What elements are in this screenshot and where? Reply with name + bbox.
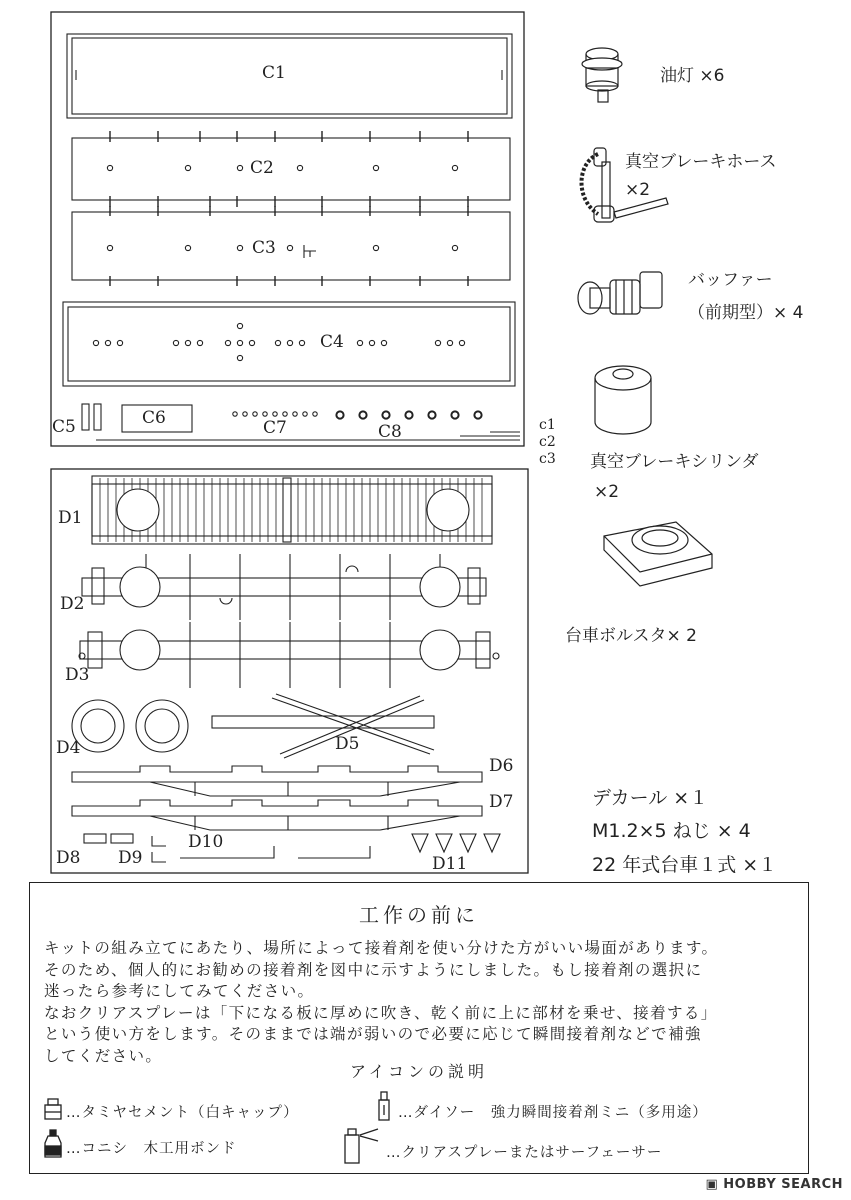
label-c8: C8 [378,422,402,442]
part-d8-blocks [84,834,133,843]
part-brake-cylinder-qty: ×2 [594,482,620,502]
part-c-rods [96,432,520,440]
label-d8: D8 [56,848,81,868]
part-buffer-label: バッファー [688,270,773,290]
label-c1-small: c1 [539,417,556,433]
legend-spray: …クリアスプレーまたはサーフェーサー [386,1145,663,1161]
wood-glue-icon [42,1129,64,1159]
icons-heading: アイコンの説明 [350,1062,488,1081]
part-d2-frame [82,554,486,620]
label-c5: C5 [52,417,76,437]
label-d2: D2 [60,594,85,614]
note-line: そのため、個人的にお勧めの接着剤を図中に示すようにしました。もし接着剤の選択に [44,960,703,979]
part-d1-floor [92,476,492,544]
note-line: なおクリアスプレーは「下になる板に厚めに吹き、乾く前に上に部材を乗せ、接着する」 [44,1003,718,1022]
label-d1: D1 [58,508,83,528]
note-line: という使い方をします。そのままでは端が弱いので必要に応じて瞬間接着剤などで補強 [44,1025,702,1043]
watermark [705,1177,843,1192]
part-oil-lamp-label: 油灯 ×6 [660,66,725,86]
label-d7: D7 [489,792,514,812]
part-c5-a [82,404,89,430]
tamiya-cement-icon [42,1097,64,1121]
part-bolster-label: 台車ボルスタ× 2 [565,626,697,646]
legend-super-glue: …ダイソー 強力瞬間接着剤ミニ（多用途） [398,1105,708,1121]
part-c5-b [94,404,101,430]
label-c7: C7 [263,418,287,438]
label-c6: C6 [142,408,166,428]
oil-lamp-illustration [570,40,640,110]
label-d9: D9 [118,848,143,868]
note-title: 工作の前に [359,903,479,927]
label-d6: D6 [489,756,514,776]
label-c2-small: c2 [539,434,556,450]
note-line: してください。 [44,1046,163,1065]
label-d5: D5 [335,734,360,754]
part-brake-hose-label: 真空ブレーキホース [625,152,777,172]
note-body [44,938,794,1067]
part-d4-rings [72,700,188,752]
spray-can-icon [342,1127,382,1165]
label-d4: D4 [56,738,81,758]
note-line: キットの組み立てにあたり、場所によって接着剤を使い分けた方がいい場面があります。 [44,939,719,957]
spec-bogie: 22 年式台車１式 ×１ [592,854,778,876]
label-d3: D3 [65,665,90,685]
label-c3-small: c3 [539,451,556,467]
bolster-illustration [600,512,720,592]
part-c7-row [233,412,317,416]
spec-screws: M1.2×5 ねじ × 4 [592,820,751,842]
super-glue-icon [376,1091,392,1123]
part-brake-hose-qty: ×2 [625,180,651,200]
legend-tamiya-cement: …タミヤセメント（白キャップ） [66,1105,299,1121]
label-d10: D10 [188,832,224,852]
part-brake-cylinder-label: 真空ブレーキシリンダ [590,452,759,472]
part-d7-truss [72,800,482,830]
label-c1: C1 [262,63,286,83]
legend-wood-glue: …コニシ 木工用ボンド [66,1141,237,1157]
part-c2-panel [72,131,510,207]
part-c8-row [336,411,481,418]
part-c1-panel [67,34,512,118]
label-c3: C3 [252,238,276,258]
watermark-text: HOBBY SEARCH [723,1177,843,1192]
label-c2: C2 [250,158,274,178]
part-d5-braces [212,694,434,758]
part-d3-frame [79,622,499,688]
note-line: 迷ったら参考にしてみてください。 [44,982,315,1000]
part-d11-brackets [412,834,500,852]
part-c3-panel [72,206,510,286]
before-assembly-note [29,882,809,1174]
label-d11: D11 [432,854,468,874]
part-d6-truss [72,766,482,796]
brake-cylinder-illustration [588,360,658,438]
part-c4-panel [63,302,515,386]
label-c4: C4 [320,332,344,352]
part-buffer-qty: （前期型）× 4 [688,303,804,323]
watermark-icon: ▣ [705,1177,724,1192]
spec-decal: デカール ×１ [592,787,709,809]
part-d9-pins [152,836,166,862]
buffer-illustration [574,262,670,322]
